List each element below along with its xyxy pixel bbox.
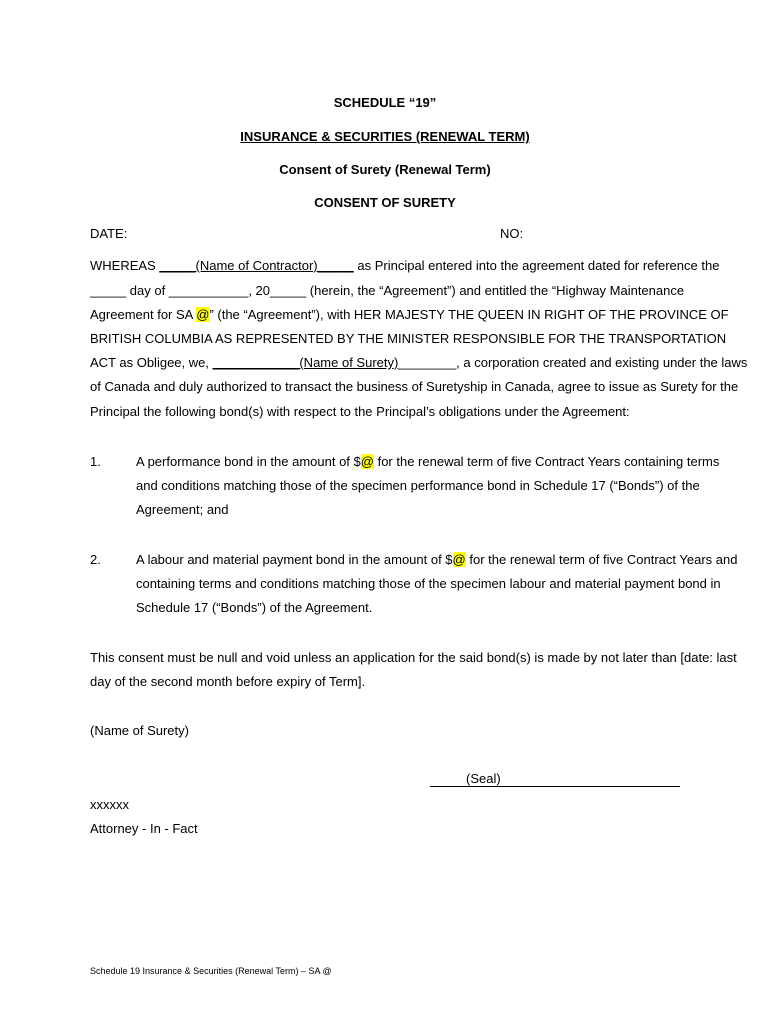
whereas-line-3: [90, 307, 729, 323]
item-2-number: 2.: [90, 552, 101, 567]
act-obligee: ACT as Obligee, we,: [90, 355, 213, 370]
labour-amount-placeholder: @: [452, 552, 466, 567]
name-of-surety: (Name of Surety): [90, 723, 189, 738]
page-footer: Schedule 19 Insurance & Securities (Renewal Term) – SA @: [90, 966, 332, 976]
item-2-line-3: Schedule 17 (“Bonds”) of the Agreement.: [136, 600, 373, 615]
whereas-line-1: [90, 258, 720, 274]
item-1-line-3: Agreement; and: [136, 502, 229, 517]
whereas-line-7: Principal the following bond(s) with respect to the Principal’s obligations under the Agreement:: [90, 404, 630, 419]
whereas-line-5: [90, 355, 748, 371]
whereas-line-4: BRITISH COLUMBIA AS REPRESENTED BY THE MINISTER RESPONSIBLE FOR THE TRANSPORTATION: [90, 331, 727, 346]
agreement-text: ” (the “Agreement”), with HER MAJESTY THE QUEEN IN RIGHT OF THE PROVINCE OF: [209, 307, 729, 322]
consent-heading: CONSENT OF SURETY: [314, 195, 456, 210]
no-label: NO:: [500, 226, 524, 241]
whereas-text: as Principal entered into the agreement dated for reference the: [357, 258, 720, 273]
consent-line-2: day of the second month before expiry of Term].: [90, 674, 366, 689]
consent-line-1: This consent must be null and void unless an application for the said bond(s) is made by not later than [date: last: [90, 650, 737, 665]
labour-term-text: for the renewal term of five Contract Years and: [465, 552, 738, 567]
attorney-in-fact: Attorney - In - Fact: [90, 821, 198, 836]
subtitle: Consent of Surety (Renewal Term): [279, 162, 491, 177]
seal-label: (Seal): [466, 771, 501, 786]
section-title: INSURANCE & SECURITIES (RENEWAL TERM): [240, 129, 530, 144]
performance-term-text: for the renewal term of five Contract Years containing terms: [373, 454, 720, 469]
date-label: DATE:: [90, 226, 128, 241]
item-2-line-1: [136, 552, 738, 568]
performance-amount-placeholder: @: [360, 454, 374, 469]
contractor-name-blank: _____(Name of Contractor)_____: [159, 258, 354, 273]
performance-bond-text: A performance bond in the amount of $: [136, 454, 361, 469]
item-1-number: 1.: [90, 454, 101, 469]
labour-bond-text: A labour and material payment bond in the amount of $: [136, 552, 453, 567]
xxxxxx-placeholder: xxxxxx: [90, 797, 129, 812]
schedule-title: SCHEDULE “19”: [333, 95, 437, 110]
whereas-line-2: _____ day of ___________, 20_____ (herein, the “Agreement”) and entitled the “Highway Maintenance: [90, 283, 685, 298]
item-1-line-2: and conditions matching those of the specimen performance bond in Schedule 17 (“Bonds”) of the: [136, 478, 700, 493]
item-1-line-1: [136, 454, 720, 470]
corporation-text: ________, a corporation created and existing under the laws: [398, 355, 748, 370]
agreement-for-sa: Agreement for SA: [90, 307, 197, 322]
whereas-line-6: of Canada and duly authorized to transact the business of Suretyship in Canada, agree to issue as Surety for the: [90, 379, 739, 394]
item-2-line-2: containing terms and conditions matching those of the specimen labour and material payment bond in: [136, 576, 721, 591]
whereas-word: WHEREAS: [90, 258, 156, 273]
sa-placeholder: @: [196, 307, 210, 322]
surety-name-blank: ____________(Name of Surety): [212, 355, 399, 370]
seal-signature-line: [430, 786, 680, 787]
